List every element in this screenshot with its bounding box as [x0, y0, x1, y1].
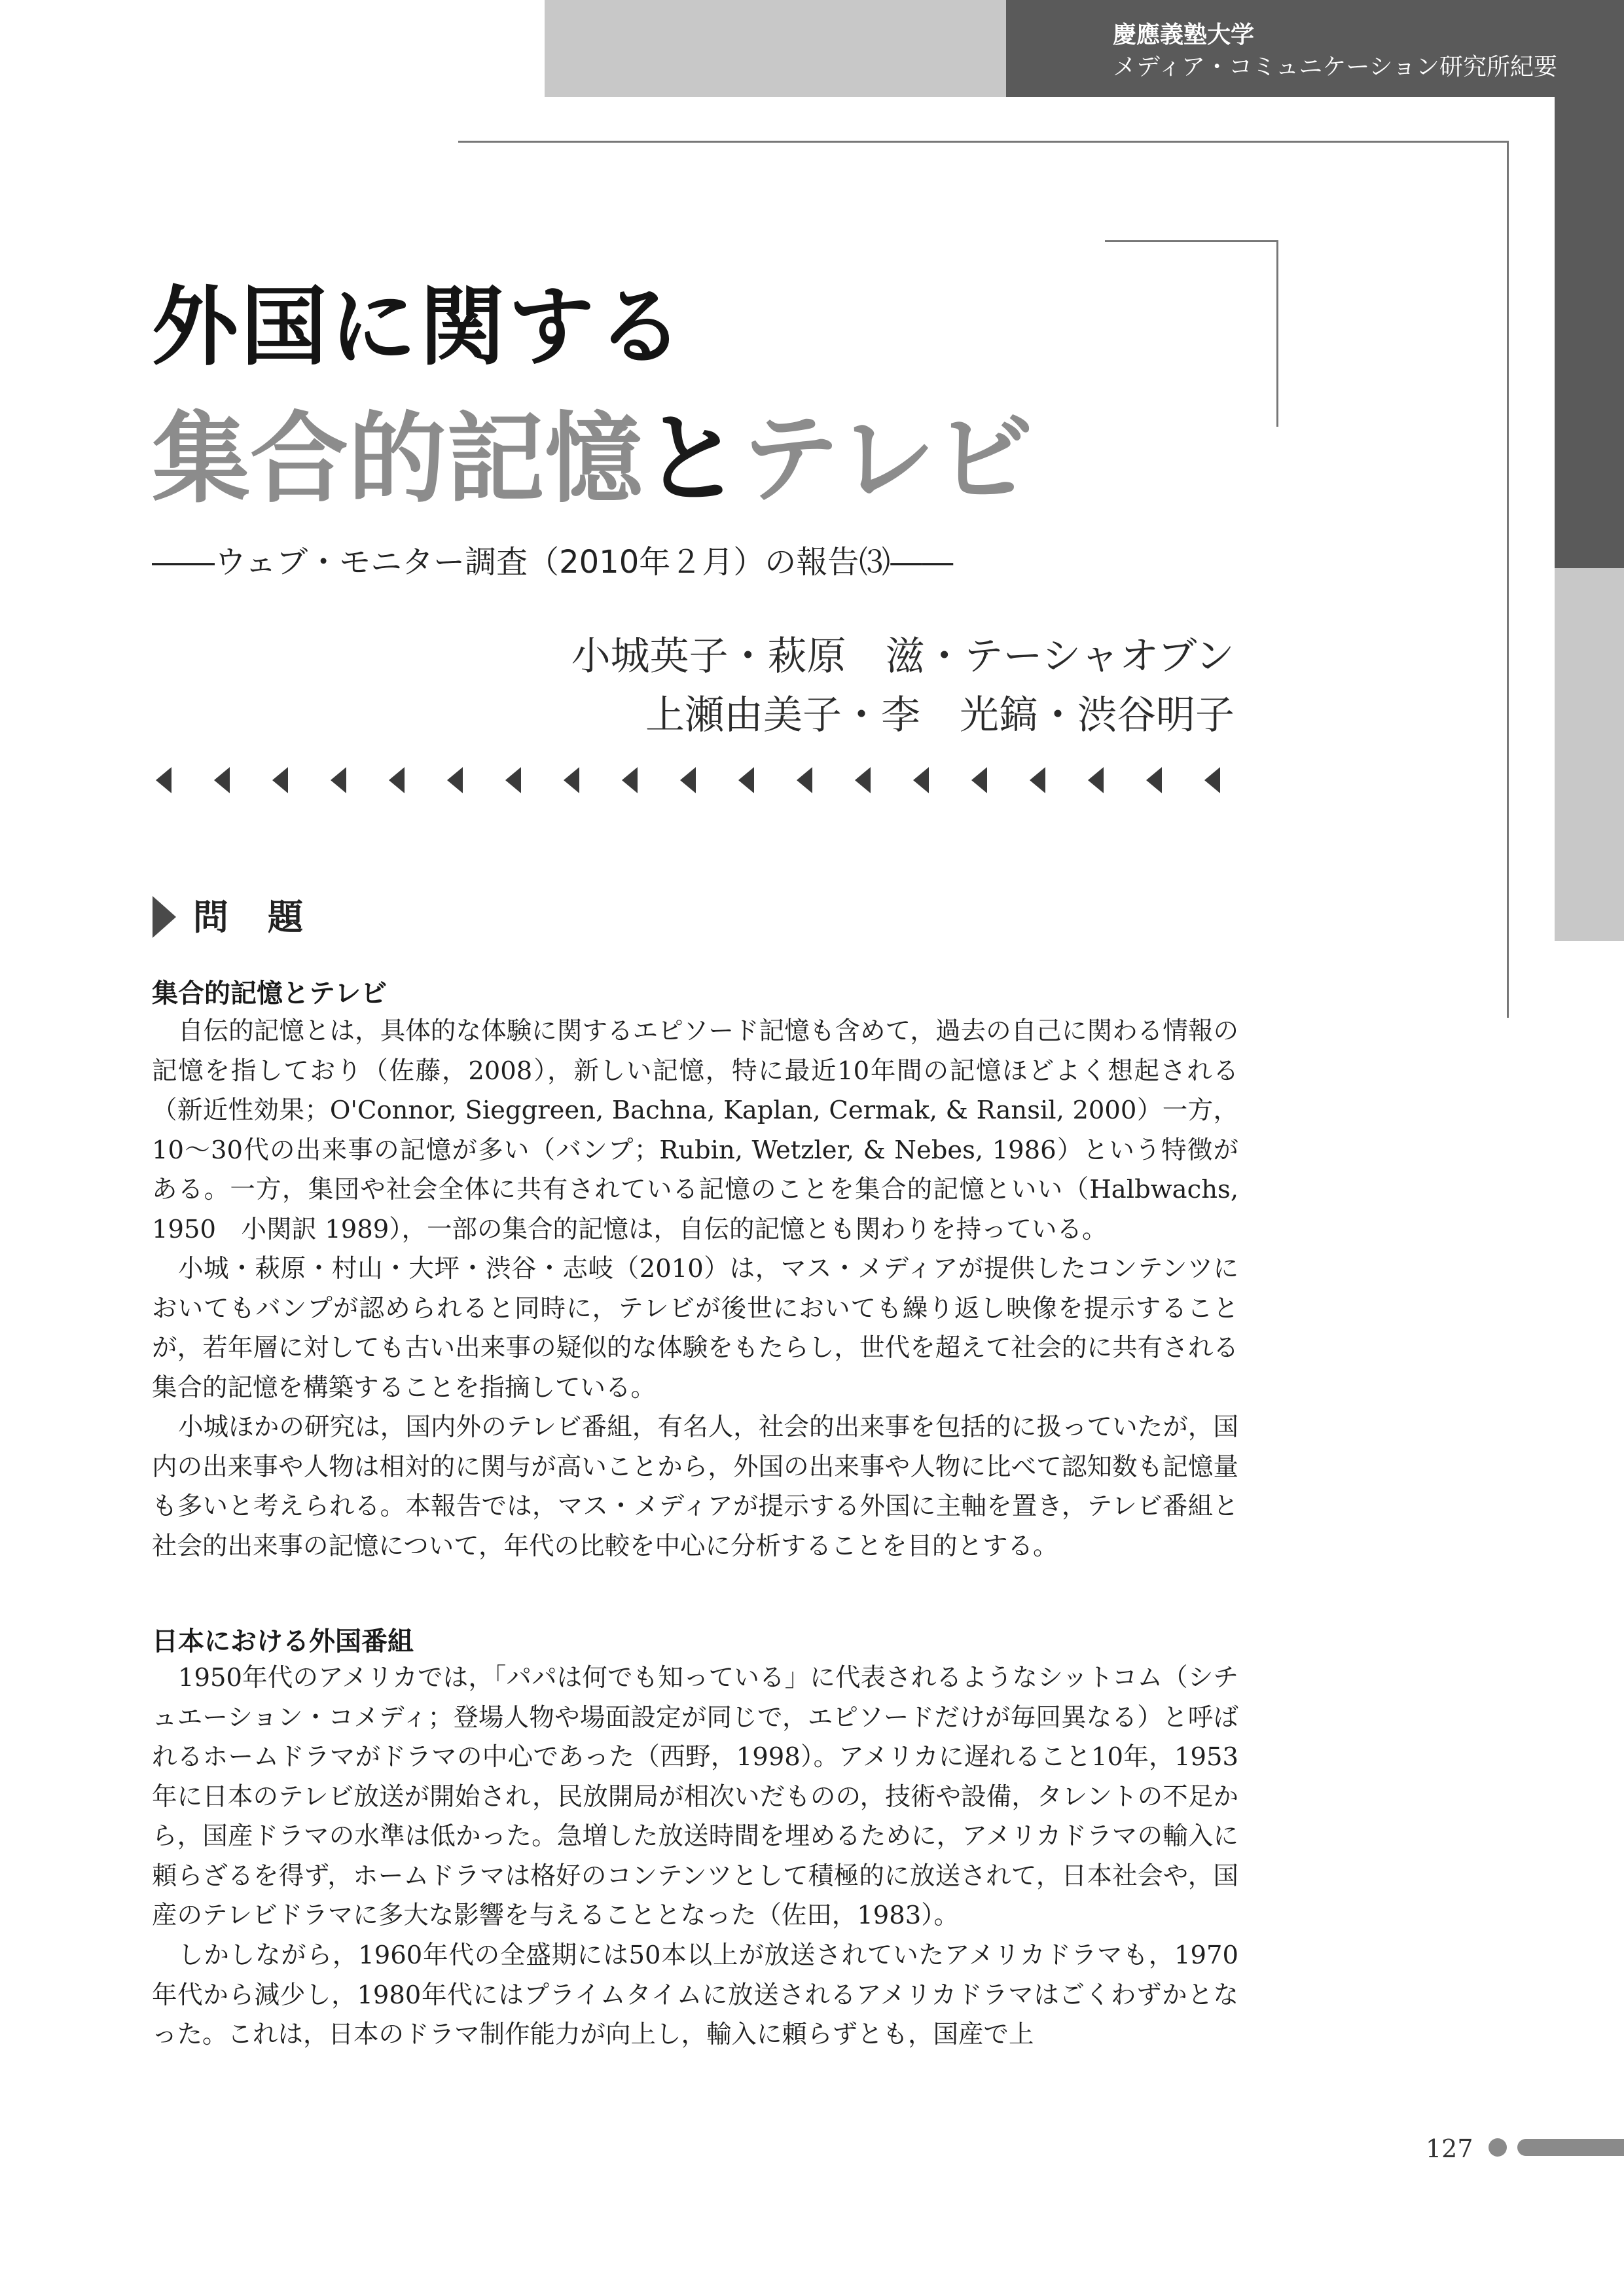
paragraph: 1950年代のアメリカでは，「パパは何でも知っている」に代表されるようなシットコム（シチュエーション・コメディ；登場人物や場面設定が同じで，エピソードだけが毎回異なる）と呼ばれるホームドラマがドラマの中心であった（西野，1998）。アメリカに遅れること10年，1953年に日本のテレビ放送が開始され，民放開局が相次いだものの，技術や設備，タレントの不足から，国産ドラマの水準は低かった。急増した放送時間を埋めるために，アメリカドラマの輸入に頼らざるを得ず，ホームドラマは格好のコンテンツとして積極的に放送されて，日本社会や，国産のテレビドラマに多大な影響を与えることとなった（佐田，1983）。: [152, 1663, 1238, 1930]
triangle-left-icon: [272, 767, 288, 793]
journal-publisher: 慶應義塾大学: [1113, 21, 1255, 48]
triangle-left-icon: [1088, 767, 1104, 793]
triangle-left-icon: [156, 767, 171, 793]
triangle-left-icon: [1204, 767, 1220, 793]
header-band-light: [545, 0, 1006, 97]
paragraph: 小城・萩原・村山・大坪・渋谷・志岐（2010）は，マス・メディアが提供したコンテンツにおいてもバンプが認められると同時に，テレビが後世においても繰り返し映像を提示することが，若年層に対しても古い出来事の疑似的な体験をもたらし，世代を超えて社会的に共有される集合的記憶を構築することを指摘している。: [152, 1254, 1238, 1403]
triangle-left-icon: [564, 767, 579, 793]
article-title-line1: 外国に関する: [152, 276, 686, 378]
triangle-left-icon: [797, 767, 812, 793]
triangle-left-icon: [738, 767, 754, 793]
triangle-left-icon: [1146, 767, 1162, 793]
frame-line-right: [1507, 141, 1509, 1018]
triangle-left-icon: [680, 767, 696, 793]
section-title: 問題: [193, 896, 342, 938]
triangle-left-icon: [971, 767, 987, 793]
author-list: [571, 627, 1235, 745]
section-arrow-icon: [153, 896, 176, 938]
triangle-left-icon: [331, 767, 346, 793]
triangle-left-icon: [855, 767, 871, 793]
frame-line-top: [458, 141, 1509, 143]
article-subtitle: ――ウェブ・モニター調査（2010年２月）の報告⑶――: [152, 544, 954, 581]
triangle-ornament-row: [156, 767, 1229, 800]
triangle-left-icon: [214, 767, 230, 793]
frame-line-inner-top: [1105, 240, 1278, 242]
title-part-television: テレビ: [741, 403, 1034, 516]
paragraph: 自伝的記憶とは，具体的な体験に関するエピソード記憶も含めて，過去の自己に関わる情報の記憶を指しており（佐藤，2008），新しい記憶，特に最近10年間の記憶ほどよく想起される（新近性効果；O'Connor, Sieggreen, Bachna, Kaplan, Cermak, & Ransil, 2000）一方，10～30代の出来事の記憶が多い（バンプ；Rubin, Wetzler, & Nebes, 1986）という特徴がある。一方，集団や社会全体に共有されている記憶のことを集合的記憶といい（Halbwachs, 1950 小関訳 1989），一部の集合的記憶は，自伝的記憶とも関わりを持っている。: [152, 1016, 1238, 1244]
footer-dot: [1489, 2138, 1507, 2157]
paragraph: 小城ほかの研究は，国内外のテレビ番組，有名人，社会的出来事を包括的に扱っていたが，国内の出来事や人物は相対的に関与が高いことから，外国の出来事や人物に比べて認知数も記憶量も多いと考えられる。本報告では，マス・メディアが提示する外国に主軸を置き，テレビ番組と社会的出来事の記憶について，年代の比較を中心に分析することを目的とする。: [152, 1412, 1238, 1561]
frame-line-inner-right: [1276, 240, 1278, 427]
title-part-collective-memory: 集合的記憶: [152, 403, 643, 516]
authors-line1: 小城英子・萩原 滋・テーシャオブン: [571, 634, 1235, 679]
subsection-heading-collective-memory: 集合的記憶とテレビ: [152, 978, 388, 1009]
page-number: 127: [1426, 2134, 1473, 2163]
triangle-left-icon: [389, 767, 405, 793]
journal-name: メディア・コミュニケーション研究所紀要: [1113, 54, 1557, 81]
triangle-left-icon: [1030, 767, 1045, 793]
paragraph: しかしながら，1960年代の全盛期には50本以上が放送されていたアメリカドラマも，1970年代から減少し，1980年代にはプライムタイムに放送されるアメリカドラマはごくわずかとなった。これは，日本のドラマ制作能力が向上し，輸入に頼らずとも，国産で上: [152, 1941, 1238, 2049]
triangle-left-icon: [622, 767, 638, 793]
authors-line2: 上瀬由美子・李 光鎬・渋谷明子: [645, 692, 1235, 738]
triangle-left-icon: [505, 767, 521, 793]
subsection-heading-foreign-programs: 日本における外国番組: [152, 1626, 414, 1657]
triangle-left-icon: [913, 767, 929, 793]
side-bar-light: [1555, 568, 1624, 941]
title-part-to: と: [643, 403, 742, 516]
side-bar-dark: [1555, 97, 1624, 568]
journal-header: [1113, 18, 1557, 84]
triangle-left-icon: [447, 767, 463, 793]
article-title-line2: [152, 403, 1034, 517]
footer-bar: [1517, 2139, 1624, 2156]
